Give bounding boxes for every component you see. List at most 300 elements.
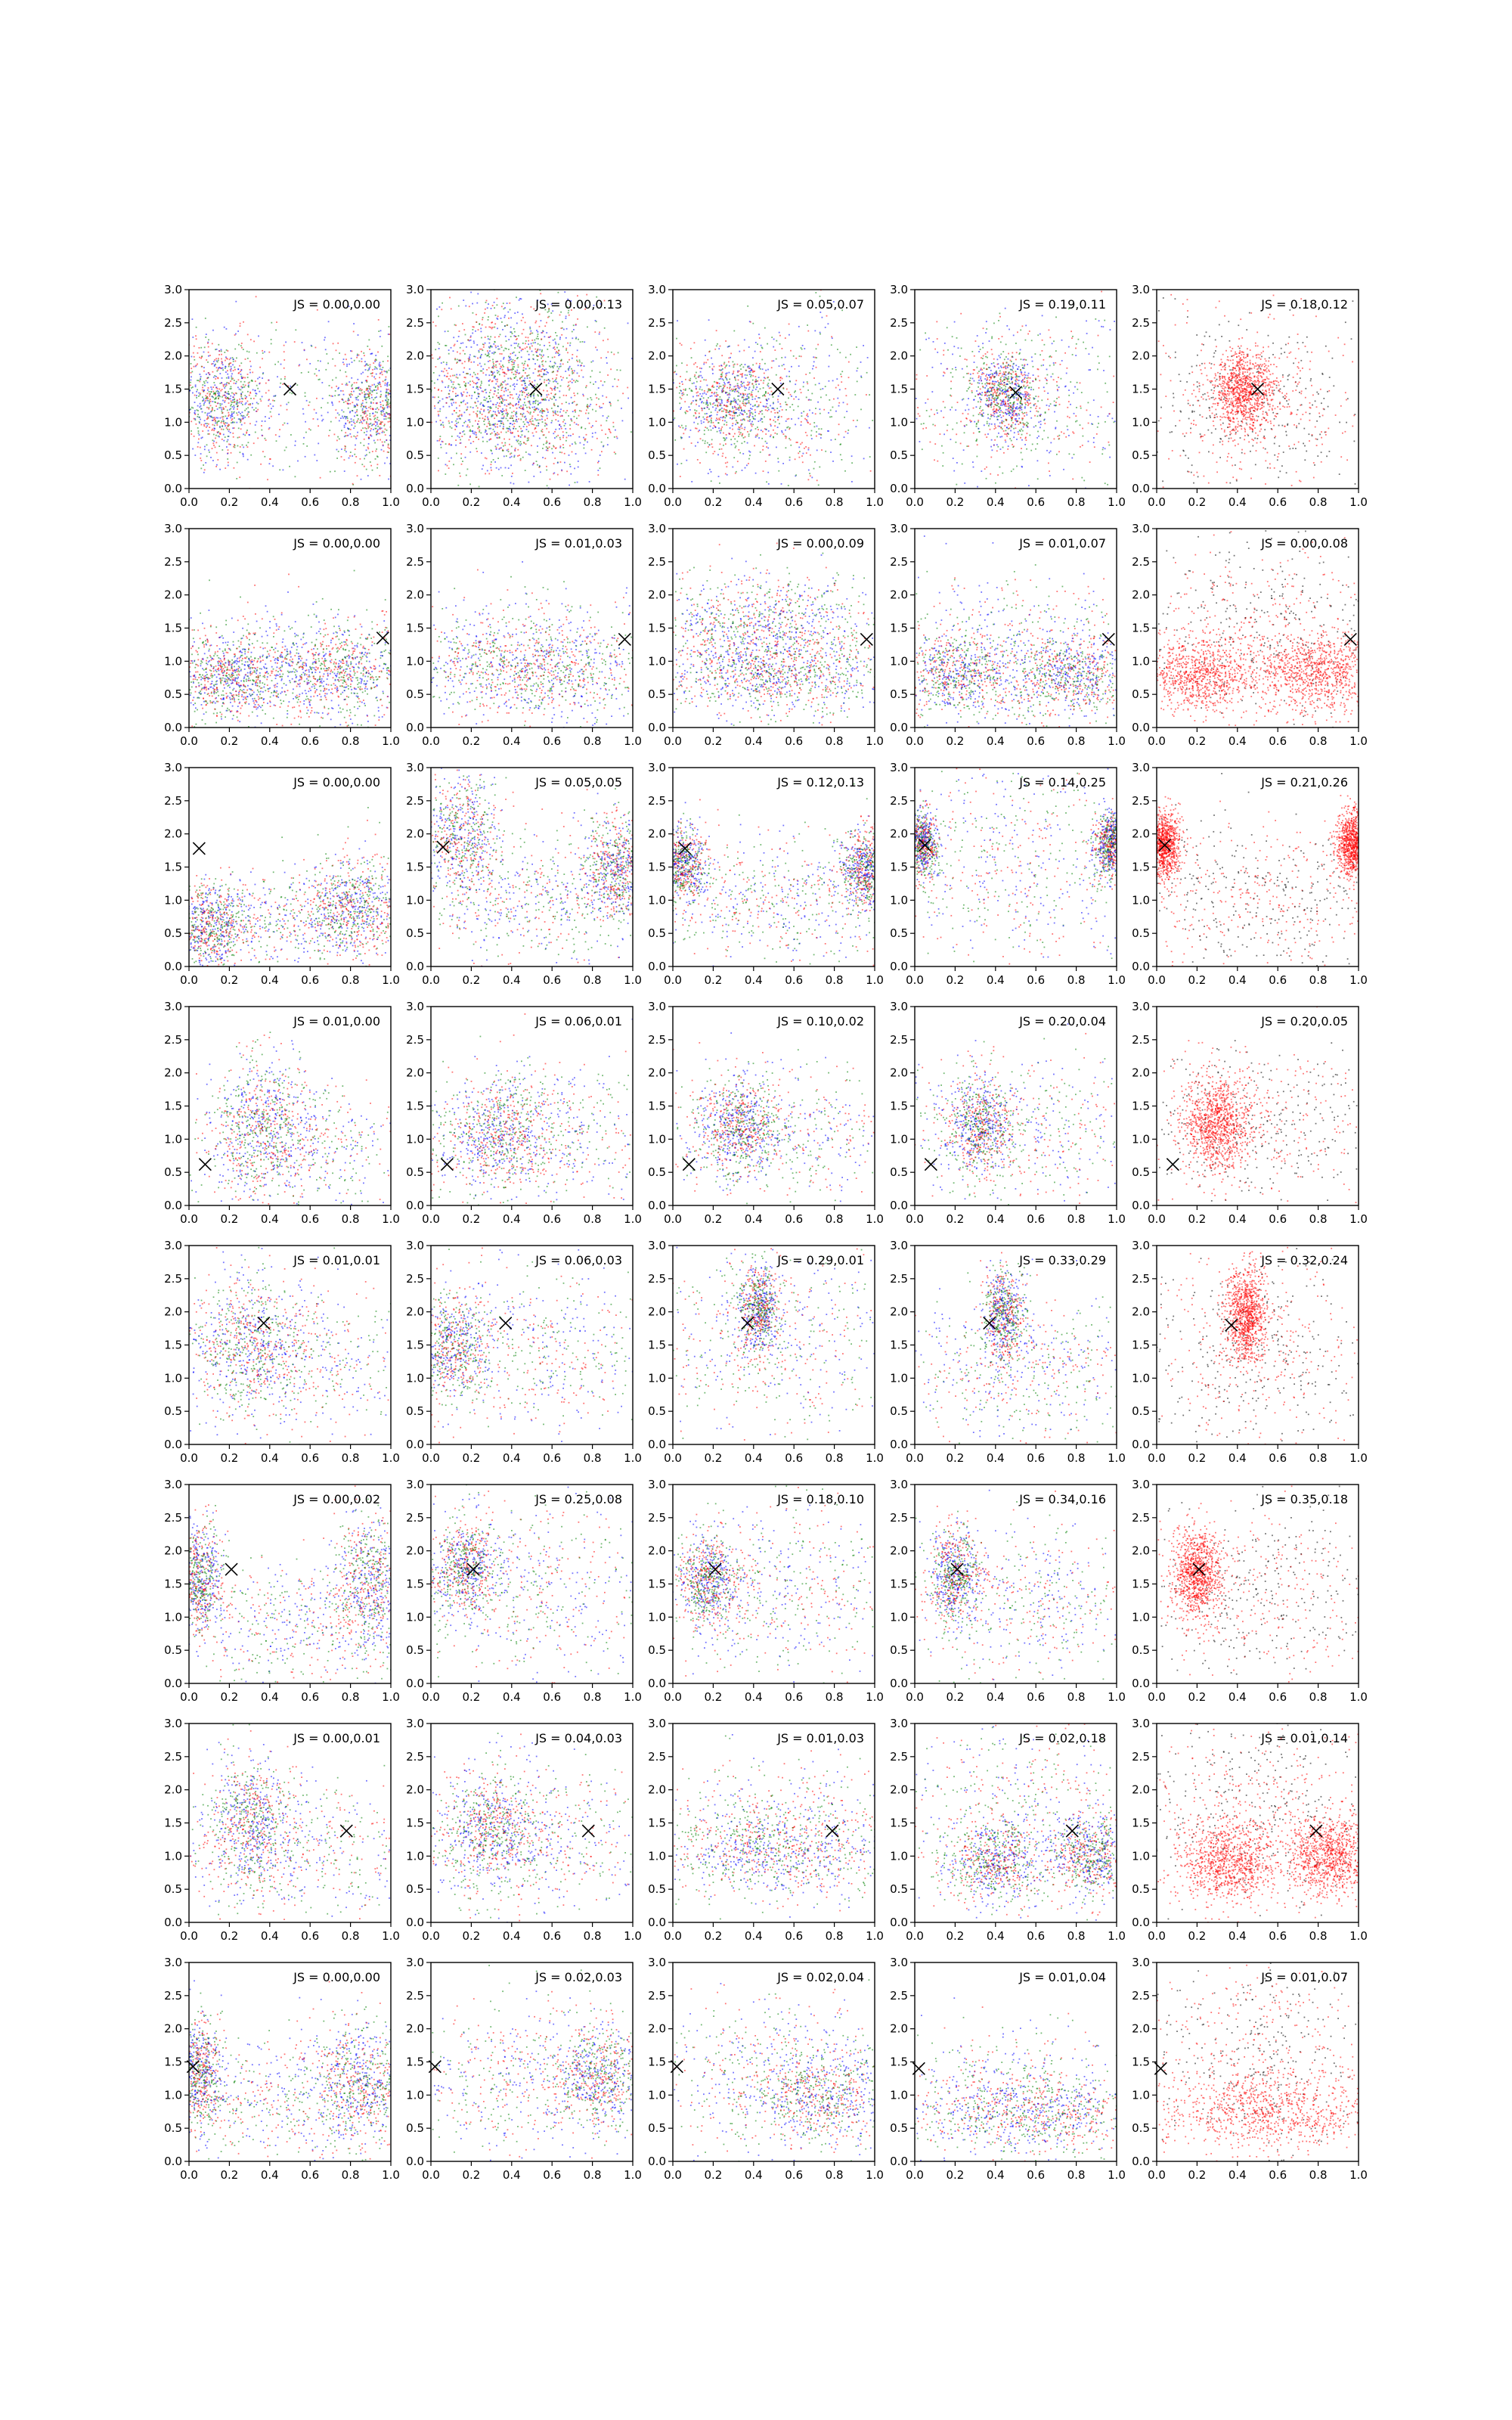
- y-tick-label: 2.5: [164, 1511, 182, 1525]
- x-tick-label: 0.2: [462, 1690, 480, 1704]
- axes-frame: [1157, 1485, 1359, 1683]
- y-tick-label: 2.0: [890, 1066, 908, 1080]
- x-tick-label: 0.2: [462, 1929, 480, 1943]
- y-tick-label: 0.0: [406, 482, 424, 495]
- x-tick-label: 0.4: [987, 2168, 1005, 2182]
- x-tick-label: 0.4: [745, 1690, 763, 1704]
- x-tick-label: 0.6: [543, 973, 561, 987]
- x-tick-label: 1.0: [624, 1212, 642, 1226]
- y-tick-label: 1.0: [164, 1849, 182, 1863]
- x-tick-label: 1.0: [382, 1212, 400, 1226]
- y-tick-label: 0.5: [164, 448, 182, 462]
- js-annotation: JS = 0.00,0.00: [293, 1970, 380, 1984]
- x-tick-label: 0.0: [906, 495, 924, 509]
- y-tick-label: 2.0: [406, 1783, 424, 1797]
- y-tick-label: 1.5: [1132, 1339, 1150, 1352]
- js-annotation: JS = 0.01,0.04: [1018, 1970, 1106, 1984]
- x-tick-label: 0.4: [261, 1212, 279, 1226]
- x-tick-label: 0.4: [1228, 973, 1247, 987]
- y-tick-label: 1.0: [890, 1371, 908, 1385]
- y-tick-label: 0.5: [1132, 2121, 1150, 2135]
- x-tick-label: 0.6: [785, 1929, 803, 1943]
- y-tick-label: 0.0: [164, 960, 182, 973]
- y-tick-label: 0.0: [648, 721, 666, 734]
- y-tick-label: 3.0: [1132, 1478, 1150, 1491]
- y-tick-label: 0.0: [1132, 482, 1150, 495]
- y-tick-label: 1.5: [890, 622, 908, 635]
- y-tick-label: 3.0: [648, 761, 666, 774]
- x-marker: [683, 1159, 695, 1171]
- subplot-r6-c5: [1002, 1426, 1469, 1730]
- x-tick-label: 0.6: [1269, 1451, 1287, 1465]
- subplot-r2-c1: [54, 522, 514, 759]
- x-tick-label: 0.4: [745, 1929, 763, 1943]
- y-tick-label: 2.0: [164, 2022, 182, 2036]
- y-tick-label: 1.5: [1132, 383, 1150, 396]
- x-tick-label: 0.6: [301, 1451, 319, 1465]
- subplot-r7-c4: [774, 1677, 1227, 1948]
- y-tick-label: 3.0: [1132, 522, 1150, 535]
- x-tick-label: 0.8: [342, 973, 360, 987]
- js-annotation: JS = 0.00,0.01: [293, 1731, 380, 1745]
- y-tick-label: 2.0: [164, 1544, 182, 1558]
- y-tick-label: 2.0: [1132, 1544, 1150, 1558]
- axes-frame: [673, 768, 875, 966]
- x-tick-label: 0.0: [664, 734, 682, 748]
- y-tick-label: 0.5: [1132, 448, 1150, 462]
- x-tick-label: 0.2: [946, 734, 964, 748]
- subplot-r5-c4: [786, 1239, 1218, 1472]
- y-tick-label: 3.0: [890, 522, 908, 535]
- x-tick-label: 1.0: [1108, 2168, 1126, 2182]
- x-tick-label: 0.6: [785, 1690, 803, 1704]
- subplot-r1-c1: [0, 283, 584, 570]
- x-tick-label: 0.8: [584, 973, 602, 987]
- x-tick-label: 0.6: [785, 1212, 803, 1226]
- y-tick-label: 0.0: [890, 1916, 908, 1929]
- x-tick-label: 0.6: [301, 2168, 319, 2182]
- x-marker: [618, 633, 631, 645]
- y-tick-label: 0.5: [890, 1882, 908, 1896]
- x-tick-label: 0.8: [1309, 1929, 1328, 1943]
- axes-frame: [915, 290, 1117, 489]
- y-tick-label: 2.5: [164, 1750, 182, 1764]
- subplot-r8-c5: [1036, 1890, 1476, 2261]
- x-tick-label: 0.4: [261, 1451, 279, 1465]
- js-annotation: JS = 0.02,0.04: [776, 1970, 864, 1984]
- x-tick-label: 1.0: [1349, 1929, 1368, 1943]
- y-tick-label: 2.5: [1132, 1989, 1150, 2003]
- x-marker: [1102, 633, 1114, 645]
- y-tick-label: 2.0: [406, 1544, 424, 1558]
- axes-frame: [431, 1007, 633, 1205]
- x-tick-label: 0.4: [503, 1451, 521, 1465]
- js-annotation: JS = 0.01,0.07: [1260, 1970, 1348, 1984]
- x-tick-label: 1.0: [866, 2168, 884, 2182]
- x-tick-label: 0.0: [664, 1451, 682, 1465]
- y-tick-label: 2.0: [1132, 349, 1150, 363]
- x-tick-label: 0.8: [1067, 1690, 1086, 1704]
- x-tick-label: 1.0: [1349, 734, 1368, 748]
- y-tick-label: 2.0: [1132, 1783, 1150, 1797]
- x-tick-label: 0.6: [785, 973, 803, 987]
- x-tick-label: 0.6: [543, 1212, 561, 1226]
- x-tick-label: 0.0: [664, 973, 682, 987]
- y-tick-label: 2.5: [648, 555, 666, 569]
- y-tick-label: 0.0: [648, 1916, 666, 1929]
- x-tick-label: 1.0: [624, 2168, 642, 2182]
- x-tick-label: 1.0: [1349, 2168, 1368, 2182]
- y-tick-label: 0.0: [890, 2155, 908, 2168]
- y-tick-label: 0.5: [648, 926, 666, 940]
- y-tick-label: 1.5: [648, 1100, 666, 1113]
- x-tick-label: 0.2: [1188, 2168, 1206, 2182]
- y-tick-label: 1.5: [1132, 1100, 1150, 1113]
- js-annotation: JS = 0.00,0.02: [293, 1492, 380, 1506]
- y-tick-label: 2.0: [1132, 1066, 1150, 1080]
- js-annotation: JS = 0.00,0.09: [776, 536, 864, 551]
- x-marker: [530, 383, 542, 396]
- x-tick-label: 0.4: [745, 1212, 763, 1226]
- x-tick-label: 1.0: [624, 734, 642, 748]
- x-tick-label: 1.0: [866, 1212, 884, 1226]
- x-tick-label: 1.0: [1349, 973, 1368, 987]
- x-tick-label: 0.6: [301, 1212, 319, 1226]
- x-tick-label: 0.2: [462, 973, 480, 987]
- y-tick-label: 1.5: [890, 1339, 908, 1352]
- js-annotation: JS = 0.00,0.00: [293, 775, 380, 790]
- x-marker: [225, 1563, 237, 1575]
- x-marker: [199, 1159, 211, 1171]
- y-tick-label: 1.0: [1132, 893, 1150, 907]
- x-tick-label: 1.0: [1349, 1451, 1368, 1465]
- x-tick-label: 0.0: [1148, 1212, 1166, 1226]
- x-tick-label: 0.8: [584, 1451, 602, 1465]
- axes-frame: [673, 290, 875, 489]
- y-tick-label: 3.0: [890, 1956, 908, 1969]
- x-marker: [193, 842, 205, 855]
- y-tick-label: 1.0: [1132, 2088, 1150, 2102]
- y-tick-label: 0.5: [1132, 1882, 1150, 1896]
- x-tick-label: 0.0: [906, 734, 924, 748]
- y-tick-label: 2.5: [406, 1272, 424, 1286]
- y-tick-label: 2.5: [1132, 1272, 1150, 1286]
- y-tick-label: 1.5: [164, 383, 182, 396]
- y-tick-label: 2.5: [648, 316, 666, 330]
- y-tick-label: 1.5: [890, 1578, 908, 1591]
- y-tick-label: 0.5: [890, 687, 908, 701]
- axes-frame: [915, 1485, 1117, 1683]
- y-tick-label: 0.5: [648, 1165, 666, 1179]
- axes-frame: [1157, 768, 1359, 966]
- x-tick-label: 0.6: [1027, 495, 1045, 509]
- x-tick-label: 0.0: [664, 1212, 682, 1226]
- x-tick-label: 0.0: [180, 973, 198, 987]
- x-tick-label: 0.8: [342, 734, 360, 748]
- y-tick-label: 1.0: [164, 1610, 182, 1624]
- y-tick-label: 2.5: [890, 1750, 908, 1764]
- subplot-r8-c2: [200, 1956, 723, 2205]
- x-tick-label: 0.0: [422, 495, 440, 509]
- js-annotation: JS = 0.04,0.03: [534, 1731, 622, 1745]
- y-tick-label: 3.0: [406, 1000, 424, 1013]
- y-tick-label: 3.0: [648, 1717, 666, 1730]
- x-tick-label: 0.6: [301, 734, 319, 748]
- x-tick-label: 1.0: [1108, 973, 1126, 987]
- y-tick-label: 2.0: [890, 1544, 908, 1558]
- x-tick-label: 0.0: [1148, 2168, 1166, 2182]
- js-annotation: JS = 0.18,0.12: [1260, 297, 1348, 312]
- x-tick-label: 0.8: [1309, 973, 1328, 987]
- x-tick-label: 0.6: [1027, 734, 1045, 748]
- y-tick-label: 2.0: [648, 1066, 666, 1080]
- y-tick-label: 2.0: [890, 1783, 908, 1797]
- x-tick-label: 0.6: [1269, 734, 1287, 748]
- y-tick-label: 3.0: [406, 283, 424, 296]
- y-tick-label: 2.0: [648, 2022, 666, 2036]
- x-tick-label: 0.8: [342, 495, 360, 509]
- subplot-r4-c3: [582, 1000, 976, 1230]
- points-r6-c5: [1002, 1426, 1469, 1730]
- js-annotation: JS = 0.10,0.02: [776, 1014, 864, 1028]
- y-tick-label: 1.0: [1132, 415, 1150, 429]
- x-tick-label: 0.4: [503, 1690, 521, 1704]
- y-tick-label: 2.5: [890, 1033, 908, 1047]
- js-annotation: JS = 0.01,0.14: [1260, 1731, 1348, 1745]
- x-tick-label: 0.8: [342, 2168, 360, 2182]
- y-tick-label: 2.5: [1132, 1750, 1150, 1764]
- x-tick-label: 1.0: [1349, 1212, 1368, 1226]
- x-tick-label: 0.2: [1188, 495, 1206, 509]
- subplot-r5-c2: [331, 1214, 744, 1487]
- y-tick-label: 2.5: [890, 1272, 908, 1286]
- y-tick-label: 2.5: [648, 1033, 666, 1047]
- y-tick-label: 1.0: [164, 415, 182, 429]
- x-tick-label: 0.2: [704, 1451, 722, 1465]
- y-tick-label: 1.5: [406, 1817, 424, 1830]
- y-tick-label: 0.0: [164, 1438, 182, 1451]
- x-tick-label: 0.0: [422, 734, 440, 748]
- y-tick-label: 1.5: [648, 1339, 666, 1352]
- y-tick-label: 3.0: [1132, 1717, 1150, 1730]
- y-tick-label: 1.0: [1132, 654, 1150, 668]
- y-tick-label: 1.0: [648, 415, 666, 429]
- subplot-r4-c1: [82, 1000, 495, 1246]
- x-tick-label: 0.4: [745, 973, 763, 987]
- x-tick-label: 0.2: [220, 734, 238, 748]
- x-tick-label: 0.0: [422, 1212, 440, 1226]
- y-tick-label: 0.5: [648, 1404, 666, 1418]
- x-tick-label: 0.8: [1309, 734, 1328, 748]
- subplot-r7-c5: [1035, 1670, 1489, 1971]
- y-tick-label: 0.5: [164, 687, 182, 701]
- y-tick-label: 1.0: [890, 1849, 908, 1863]
- subplot-r6-c4: [833, 1478, 1245, 1714]
- y-tick-label: 3.0: [890, 1478, 908, 1491]
- js-annotation: JS = 0.01,0.03: [534, 536, 622, 551]
- axes-frame: [673, 1007, 875, 1205]
- x-tick-label: 0.6: [1027, 1451, 1045, 1465]
- x-tick-label: 0.0: [180, 1212, 198, 1226]
- y-tick-label: 2.5: [648, 1750, 666, 1764]
- x-tick-label: 0.8: [1067, 1929, 1086, 1943]
- x-tick-label: 0.6: [1269, 973, 1287, 987]
- y-tick-label: 1.0: [1132, 1849, 1150, 1863]
- y-tick-label: 1.5: [406, 383, 424, 396]
- y-tick-label: 0.5: [890, 2121, 908, 2135]
- x-tick-label: 0.6: [543, 1929, 561, 1943]
- y-tick-label: 0.0: [1132, 1438, 1150, 1451]
- y-tick-label: 2.5: [164, 1272, 182, 1286]
- axes-frame: [673, 1723, 875, 1922]
- points-r3-c4: [739, 706, 1324, 1039]
- y-tick-label: 0.0: [648, 1677, 666, 1690]
- y-tick-label: 2.0: [164, 1305, 182, 1319]
- y-tick-label: 0.5: [406, 2121, 424, 2135]
- y-tick-label: 3.0: [1132, 1239, 1150, 1252]
- axes-frame: [189, 529, 391, 728]
- y-tick-label: 1.5: [648, 1578, 666, 1591]
- js-annotation: JS = 0.25,0.08: [534, 1492, 622, 1506]
- y-tick-label: 3.0: [1132, 1956, 1150, 1969]
- x-tick-label: 1.0: [382, 2168, 400, 2182]
- x-tick-label: 0.0: [1148, 1451, 1166, 1465]
- x-marker: [376, 632, 389, 644]
- js-annotation: JS = 0.02,0.03: [534, 1970, 622, 1984]
- y-tick-label: 2.0: [648, 1544, 666, 1558]
- js-annotation: JS = 0.20,0.05: [1260, 1014, 1348, 1028]
- y-tick-label: 0.5: [164, 926, 182, 940]
- x-marker: [441, 1159, 453, 1171]
- x-tick-label: 1.0: [624, 1690, 642, 1704]
- x-tick-label: 1.0: [866, 495, 884, 509]
- y-tick-label: 2.0: [648, 827, 666, 841]
- y-tick-label: 2.5: [890, 555, 908, 569]
- x-tick-label: 0.4: [987, 1212, 1005, 1226]
- x-tick-label: 0.6: [1269, 2168, 1287, 2182]
- y-tick-label: 1.5: [164, 1339, 182, 1352]
- y-tick-label: 2.5: [890, 794, 908, 808]
- y-tick-label: 2.5: [164, 1989, 182, 2003]
- y-tick-label: 0.5: [1132, 926, 1150, 940]
- y-tick-label: 2.5: [406, 1989, 424, 2003]
- y-tick-label: 3.0: [406, 1478, 424, 1491]
- subplot-r8-c3: [587, 1937, 990, 2225]
- x-tick-label: 0.2: [946, 1212, 964, 1226]
- y-tick-label: 0.0: [406, 2155, 424, 2168]
- x-marker: [772, 383, 784, 396]
- axes-frame: [431, 1723, 633, 1922]
- y-tick-label: 0.0: [1132, 2155, 1150, 2168]
- x-tick-label: 0.6: [1027, 1212, 1045, 1226]
- y-tick-label: 0.0: [164, 1199, 182, 1212]
- x-tick-label: 0.2: [220, 495, 238, 509]
- x-tick-label: 0.4: [987, 973, 1005, 987]
- x-marker: [826, 1825, 838, 1837]
- y-tick-label: 1.0: [406, 1849, 424, 1863]
- x-tick-label: 0.8: [342, 1690, 360, 1704]
- y-tick-label: 1.0: [890, 893, 908, 907]
- y-tick-label: 0.0: [406, 1199, 424, 1212]
- x-tick-label: 0.4: [1228, 1690, 1247, 1704]
- x-tick-label: 0.6: [301, 495, 319, 509]
- y-tick-label: 0.0: [648, 2155, 666, 2168]
- x-tick-label: 0.4: [745, 2168, 763, 2182]
- y-tick-label: 3.0: [406, 1239, 424, 1252]
- y-tick-label: 3.0: [1132, 1000, 1150, 1013]
- y-tick-label: 0.0: [890, 482, 908, 495]
- js-annotation: JS = 0.34,0.16: [1018, 1492, 1106, 1506]
- y-tick-label: 1.5: [406, 1339, 424, 1352]
- y-tick-label: 3.0: [406, 522, 424, 535]
- y-tick-label: 1.0: [1132, 1132, 1150, 1146]
- x-tick-label: 0.2: [704, 1212, 722, 1226]
- y-tick-label: 3.0: [890, 761, 908, 774]
- y-tick-label: 2.5: [406, 794, 424, 808]
- y-tick-label: 0.5: [648, 1882, 666, 1896]
- y-tick-label: 3.0: [890, 283, 908, 296]
- x-tick-label: 1.0: [382, 1451, 400, 1465]
- js-annotation: JS = 0.02,0.18: [1018, 1731, 1106, 1745]
- js-annotation: JS = 0.29,0.01: [776, 1253, 864, 1267]
- x-tick-label: 0.8: [826, 1690, 844, 1704]
- x-tick-label: 0.0: [422, 1690, 440, 1704]
- y-tick-label: 1.0: [648, 1849, 666, 1863]
- x-tick-label: 0.0: [906, 973, 924, 987]
- y-tick-label: 1.5: [648, 861, 666, 874]
- x-tick-label: 0.2: [1188, 973, 1206, 987]
- y-tick-label: 1.5: [648, 383, 666, 396]
- y-tick-label: 0.5: [648, 1643, 666, 1657]
- x-marker: [258, 1317, 270, 1329]
- x-tick-label: 0.0: [180, 1690, 198, 1704]
- y-tick-label: 0.5: [406, 1165, 424, 1179]
- js-annotation: JS = 0.21,0.26: [1260, 775, 1348, 790]
- y-tick-label: 1.5: [1132, 1578, 1150, 1591]
- x-tick-label: 0.4: [503, 495, 521, 509]
- x-tick-label: 1.0: [1349, 1690, 1368, 1704]
- y-tick-label: 3.0: [406, 761, 424, 774]
- points-r4-c3: [582, 1032, 976, 1230]
- x-tick-label: 1.0: [624, 1929, 642, 1943]
- y-tick-label: 0.5: [164, 1404, 182, 1418]
- y-tick-label: 2.0: [1132, 588, 1150, 602]
- x-tick-label: 0.8: [826, 734, 844, 748]
- y-tick-label: 1.0: [890, 2088, 908, 2102]
- x-tick-label: 0.6: [785, 495, 803, 509]
- js-annotation: JS = 0.01,0.01: [293, 1253, 380, 1267]
- x-tick-label: 0.4: [1228, 1212, 1247, 1226]
- subplot-r5-c5: [1039, 1202, 1464, 1477]
- js-annotation: JS = 0.06,0.01: [534, 1014, 622, 1028]
- y-tick-label: 1.0: [406, 2088, 424, 2102]
- x-tick-label: 0.2: [1188, 1690, 1206, 1704]
- y-tick-label: 1.0: [164, 893, 182, 907]
- x-tick-label: 0.2: [704, 1690, 722, 1704]
- y-tick-label: 0.5: [406, 1404, 424, 1418]
- x-marker: [925, 1159, 937, 1171]
- y-tick-label: 0.0: [164, 1916, 182, 1929]
- x-marker: [860, 633, 872, 645]
- y-tick-label: 2.5: [1132, 1511, 1150, 1525]
- y-tick-label: 2.5: [648, 794, 666, 808]
- subplot-r4-c2: [324, 1000, 733, 1234]
- js-annotation: JS = 0.14,0.25: [1018, 775, 1106, 790]
- x-tick-label: 0.6: [543, 1451, 561, 1465]
- x-tick-label: 0.8: [1067, 495, 1086, 509]
- x-tick-label: 0.0: [1148, 1690, 1166, 1704]
- x-tick-label: 0.0: [180, 734, 198, 748]
